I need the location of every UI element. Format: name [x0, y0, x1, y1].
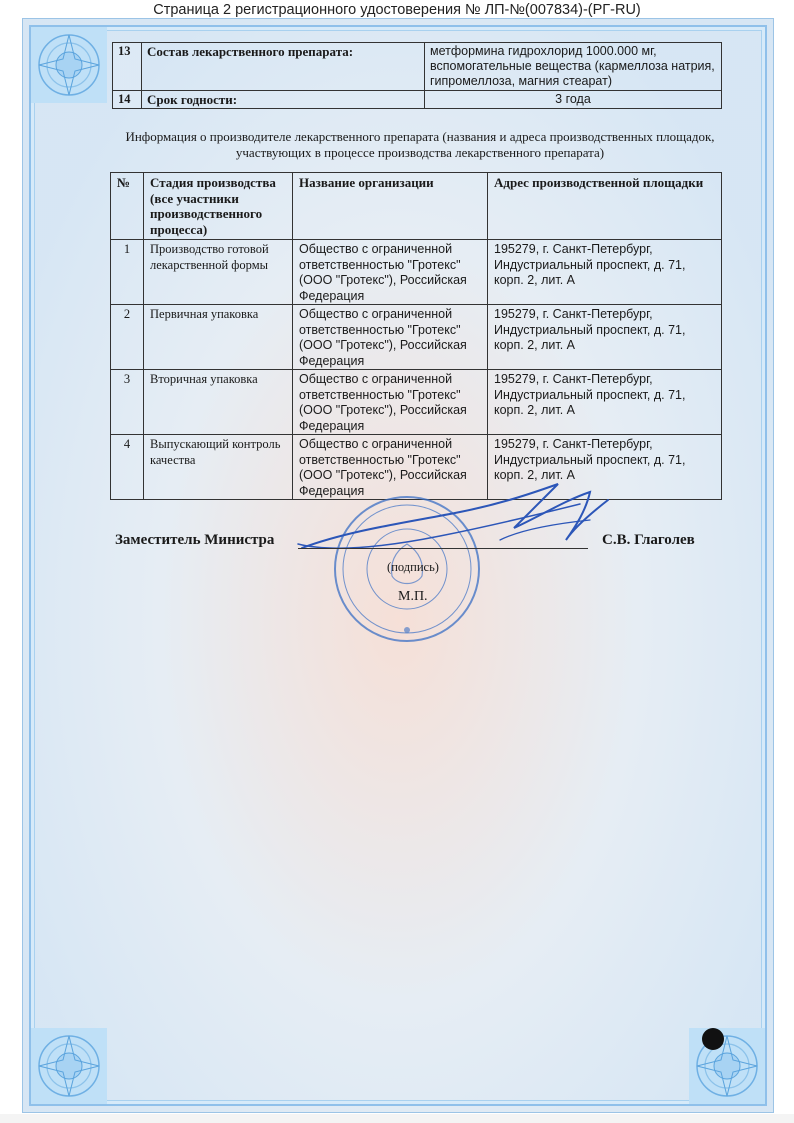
- cell-organization: Общество с ограниченной ответственностью "Гротекс" (ООО "Гротекс"), Российская Федерация: [293, 305, 488, 370]
- cell-stage: Вторичная упаковка: [144, 370, 293, 435]
- column-header: Название организации: [293, 173, 488, 240]
- scan-edge: [0, 1114, 794, 1123]
- cell-organization: Общество с ограниченной ответственностью "Гротекс" (ООО "Гротекс"), Российская Федерация: [293, 240, 488, 305]
- signer-name: С.В. Глаголев: [602, 532, 695, 548]
- manufacturer-table: [110, 172, 722, 500]
- signature-caption: (подпись): [387, 560, 439, 574]
- cell-organization: Общество с ограниченной ответственностью "Гротекс" (ООО "Гротекс"), Российская Федерация: [293, 370, 488, 435]
- table-row: [111, 240, 722, 305]
- composition-table: [112, 42, 722, 109]
- column-header: №: [111, 173, 144, 240]
- signature-line: [298, 548, 588, 549]
- table-header-row: [111, 173, 722, 240]
- cell-address: 195279, г. Санкт-Петербург, Индустриальный проспект, д. 71, корп. 2, лит. А: [488, 240, 722, 305]
- stamp-place-label: М.П.: [398, 589, 428, 604]
- cell-number: 3: [111, 370, 144, 435]
- cell-stage: Производство готовой лекарственной формы: [144, 240, 293, 305]
- cell-address: 195279, г. Санкт-Петербург, Индустриальный проспект, д. 71, корп. 2, лит. А: [488, 305, 722, 370]
- column-header: Адрес производственной площадки: [488, 173, 722, 240]
- punch-hole: [702, 1028, 724, 1050]
- table-row: [111, 305, 722, 370]
- cell-stage: Первичная упаковка: [144, 305, 293, 370]
- cell-organization: Общество с ограниченной ответственностью "Гротекс" (ООО "Гротекс"), Российская Федерация: [293, 435, 488, 500]
- handwritten-signature: [290, 470, 630, 580]
- table-row: [111, 370, 722, 435]
- cell-number: 1: [111, 240, 144, 305]
- corner-rosette-icon: [689, 1028, 765, 1104]
- row-label: Срок годности:: [142, 91, 425, 109]
- column-header: Стадия производства (все участники производственного процесса): [144, 173, 293, 240]
- page-title: Страница 2 регистрационного удостоверения № ЛП-№(007834)-(РГ-RU): [153, 2, 641, 18]
- row-label: Состав лекарственного препарата:: [142, 43, 425, 91]
- row-number: 13: [113, 43, 142, 91]
- row-value: 3 года: [425, 91, 722, 109]
- cell-address: 195279, г. Санкт-Петербург, Индустриальный проспект, д. 71, корп. 2, лит. А: [488, 370, 722, 435]
- row-number: 14: [113, 91, 142, 109]
- cell-stage: Выпускающий контроль качества: [144, 435, 293, 500]
- manufacturer-info-heading: Информация о производителе лекарственного препарата (названия и адреса производственных площадок, участвующих в процессе производства лекарственного препарата): [125, 129, 715, 160]
- cell-number: 2: [111, 305, 144, 370]
- corner-rosette-icon: [31, 27, 107, 103]
- signer-position: Заместитель Министра: [115, 532, 275, 548]
- table-row: [113, 43, 722, 91]
- corner-rosette-icon: [31, 1028, 107, 1104]
- cell-address: 195279, г. Санкт-Петербург, Индустриальный проспект, д. 71, корп. 2, лит. А: [488, 435, 722, 500]
- table-row: [113, 91, 722, 109]
- cell-number: 4: [111, 435, 144, 500]
- row-value: метформина гидрохлорид 1000.000 мг, вспомогательные вещества (кармеллоза натрия, гипромеллоза, магния стеарат): [425, 43, 722, 91]
